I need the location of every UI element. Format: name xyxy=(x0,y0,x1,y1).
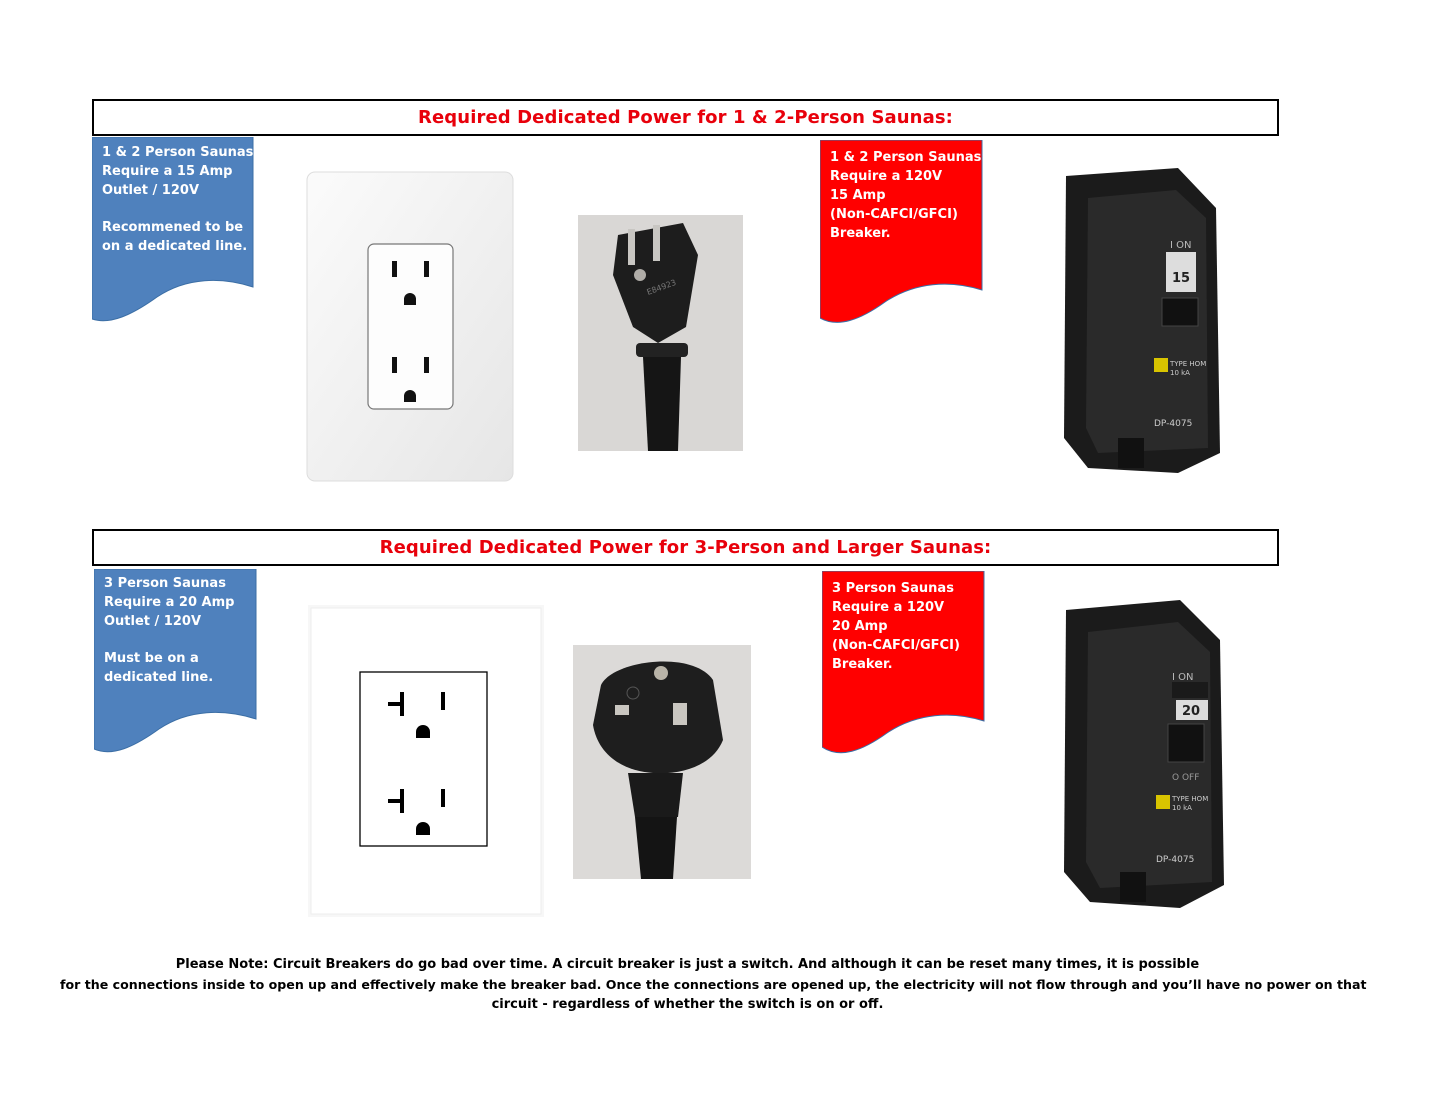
breaker-15-amp-image xyxy=(1058,168,1224,476)
breaker-brand-label: TYPE HOM xyxy=(1170,360,1207,368)
footer-note xyxy=(60,955,1367,1015)
callout-line: 3 Person Saunas xyxy=(104,576,226,591)
callout-line: (Non-CAFCI/GFCI) xyxy=(830,207,958,222)
callout-line: Breaker. xyxy=(830,226,891,241)
callout-line: Outlet / 120V xyxy=(102,183,200,198)
breaker-model-label: DP-4075 xyxy=(1154,419,1193,429)
callout-line: 15 Amp xyxy=(830,188,886,203)
callout-line: dedicated line. xyxy=(104,670,214,685)
section1-title: Required Dedicated Power for 1 & 2-Person Saunas: xyxy=(418,107,953,128)
breaker-on-label: I ON xyxy=(1170,240,1192,251)
section1-title-banner xyxy=(92,99,1279,136)
section2-title: Required Dedicated Power for 3-Person and Larger Saunas: xyxy=(379,537,992,558)
callout-line: Breaker. xyxy=(832,657,893,672)
section1-breaker-callout xyxy=(820,140,983,330)
section2-title-banner xyxy=(92,529,1279,566)
callout-line: on a dedicated line. xyxy=(102,239,248,254)
section1-outlet-callout xyxy=(92,137,254,325)
section2-outlet-callout xyxy=(94,569,257,759)
breaker-brand-label: 10 kA xyxy=(1170,369,1190,377)
callout-line: 20 Amp xyxy=(832,619,888,634)
callout-line: Require a 120V xyxy=(830,169,943,184)
breaker-brand-label: TYPE HOM xyxy=(1172,795,1209,803)
svg-text:E84923: E84923 xyxy=(645,277,678,297)
footer-note-line: Please Note: Circuit Breakers do go bad over time. A circuit breaker is just a switch. And although it can be reset many times, it is possible xyxy=(175,957,1200,972)
outlet-20-amp-image xyxy=(308,605,544,917)
footer-note-line: circuit - regardless of whether the switch is on or off. xyxy=(491,997,884,1012)
outlet-15-amp-image xyxy=(306,171,514,482)
section2-breaker-callout xyxy=(822,571,985,761)
callout-line: Require a 15 Amp xyxy=(102,164,233,179)
plug-15-amp-image xyxy=(578,215,743,451)
breaker-rating-label: 20 xyxy=(1182,704,1201,719)
callout-line: Outlet / 120V xyxy=(104,614,202,629)
callout-line: 3 Person Saunas xyxy=(832,581,954,596)
callout-line: 1 & 2 Person Saunas xyxy=(830,150,982,165)
breaker-brand-label: 10 kA xyxy=(1172,804,1192,812)
callout-line: Require a 120V xyxy=(832,600,945,615)
breaker-on-label: I ON xyxy=(1172,672,1194,683)
breaker-rating-label: 15 xyxy=(1172,271,1191,286)
callout-line: Must be on a xyxy=(104,651,199,666)
callout-line: 1 & 2 Person Saunas xyxy=(102,145,254,160)
callout-line: Recommened to be xyxy=(102,220,244,235)
footer-note-line: for the connections inside to open up and effectively make the breaker bad. Once the connections are opened up, the electricity will not flow through and you’ll have no power on that xyxy=(60,977,1367,992)
plug-20-amp-image xyxy=(573,645,751,879)
breaker-off-label: O OFF xyxy=(1172,773,1200,783)
callout-line: (Non-CAFCI/GFCI) xyxy=(832,638,960,653)
breaker-model-label: DP-4075 xyxy=(1156,855,1195,865)
callout-line: Require a 20 Amp xyxy=(104,595,235,610)
breaker-20-amp-image xyxy=(1060,600,1226,910)
